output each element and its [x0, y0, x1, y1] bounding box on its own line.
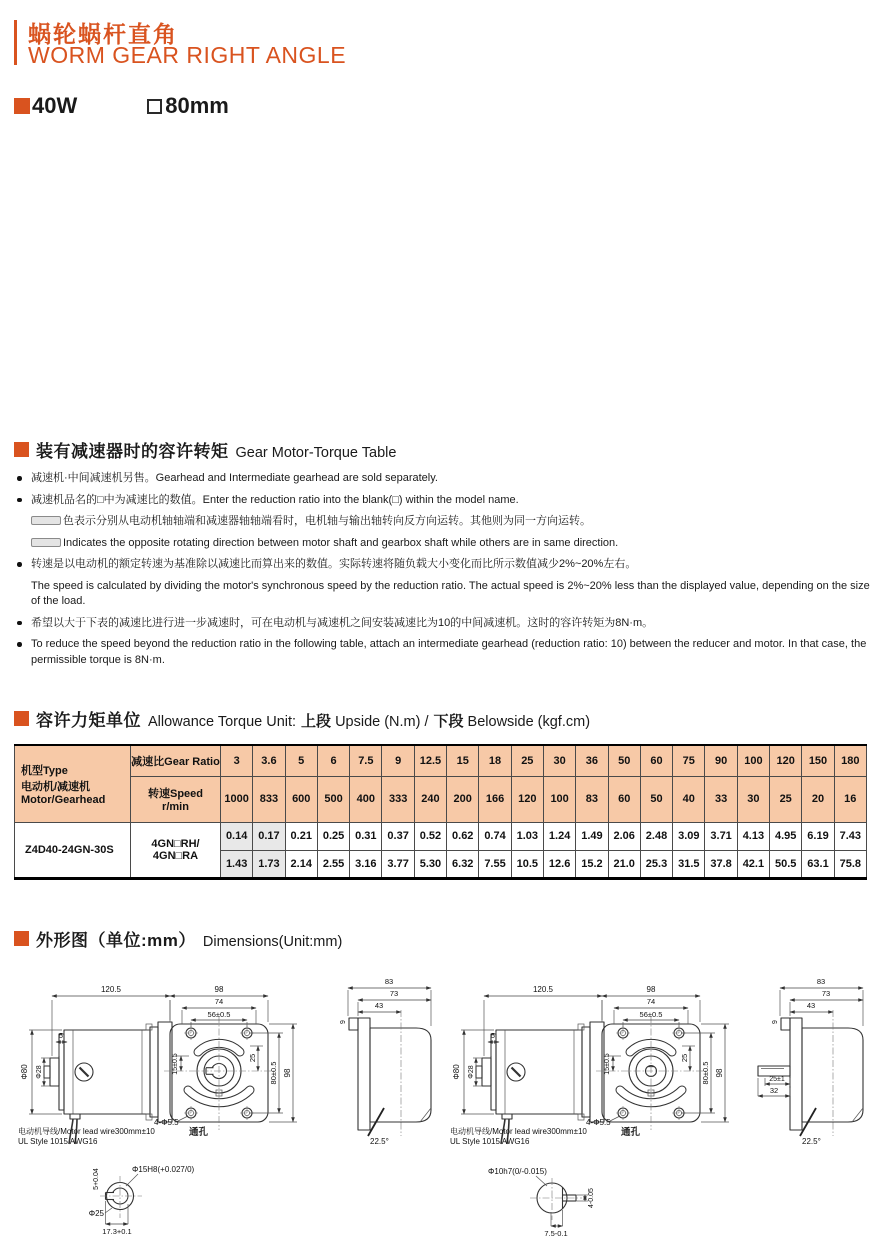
dim-title-en: Dimensions(Unit:mm): [202, 934, 343, 950]
torque-upside-value: 6.19: [802, 822, 834, 850]
spec-row: [14, 93, 229, 119]
torque-upside-value: 0.31: [350, 822, 382, 850]
note-text: 减速机·中间减速机另售。Gearhead and Intermediate gearhead are sold separately.: [31, 472, 438, 484]
dim-boss-dia: Φ28: [36, 1065, 43, 1079]
torque-belowside-value: 2.14: [285, 850, 317, 878]
gear-ratio-value: 90: [705, 745, 737, 776]
dim-9: 9: [772, 1020, 779, 1024]
section-dimensions-header: [14, 926, 342, 951]
torque-upside-value: 2.06: [608, 822, 640, 850]
note-text: To reduce the speed beyond the reduction ratio in the following table, attach an intermediate gearhead (reduction ratio: 10) between the reducer and motor. In that case, the permissible torque is 8N·m.: [31, 638, 867, 666]
lead-wire-spec: UL Style 1015 AWG16: [450, 1137, 530, 1146]
speed-value: 200: [447, 776, 479, 822]
speed-value: 33: [705, 776, 737, 822]
lead-wire-spec: UL Style 1015 AWG16: [18, 1137, 98, 1146]
torque-belowside-value: 3.77: [382, 850, 414, 878]
speed-value: 25: [770, 776, 802, 822]
torque-belowside-value: 1.73: [253, 850, 285, 878]
speed-value: 60: [608, 776, 640, 822]
torque-table: [14, 744, 867, 880]
gear-ratio-value: 15: [447, 745, 479, 776]
torque-upside-value: 1.24: [543, 822, 575, 850]
dim-angle: 22.5°: [802, 1137, 821, 1146]
dim-motor-dia: Φ80: [452, 1064, 461, 1080]
gear-ratio-value: 180: [834, 745, 866, 776]
torque-upside-value: 0.17: [253, 822, 285, 850]
dim-83: 83: [816, 977, 826, 986]
output-shaft: [758, 1066, 790, 1076]
torque-upside-value: 0.25: [317, 822, 349, 850]
speed-value: 833: [253, 776, 285, 822]
torque-belowside-value: 37.8: [705, 850, 737, 878]
gear-ratio-value: 3: [221, 745, 253, 776]
torque-upside-value: 0.14: [221, 822, 253, 850]
note-line: [16, 493, 870, 509]
dim-box-depth: 98: [646, 985, 656, 994]
accent-bar: [14, 20, 17, 65]
power-rating: 40W: [32, 93, 78, 118]
frame-size: 80mm: [165, 93, 229, 118]
torque-upside-value: 0.52: [414, 822, 446, 850]
dim-hole-pitch-x: 56±0.5: [639, 1010, 663, 1019]
torque-upside-value: 3.71: [705, 822, 737, 850]
note-text: 希望以大于下表的减速比进行进一步减速时，可在电动机与减速机之间安装减速比为10的中间减速机。这时的容许转矩为8N·m。: [31, 616, 654, 629]
dim-boss-dia: Φ28: [468, 1065, 475, 1079]
speed-value: 333: [382, 776, 414, 822]
torque-upside-value: 7.43: [834, 822, 866, 850]
gear-ratio-value: 9: [382, 745, 414, 776]
note-line: [16, 637, 870, 668]
gear-ratio-value: 30: [543, 745, 575, 776]
section-square-icon: [14, 442, 29, 457]
torque-belowside-value: 6.32: [447, 850, 479, 878]
speed-value: 50: [640, 776, 672, 822]
torque-upside-value: 4.13: [737, 822, 769, 850]
note-line: [16, 616, 870, 632]
note-text: 转速是以电动机的额定转速为基准除以减速比而算出来的数值。实际转速将随负载大小变化而比所示数值减少2%~20%左右。: [31, 558, 637, 570]
dim-hole-pitch-x: 56±0.5: [207, 1010, 231, 1019]
gear-ratio-value: 5: [285, 745, 317, 776]
torque-belowside-value: 1.43: [221, 850, 253, 878]
unit-down-en: Belowside (kgf.cm): [467, 714, 591, 730]
torque-upside-value: 4.95: [770, 822, 802, 850]
dim-box-depth: 98: [214, 985, 224, 994]
dim-74: 74: [214, 997, 224, 1006]
gear-ratio-value: 25: [511, 745, 543, 776]
dim-total-length: 120.5: [532, 985, 554, 994]
speed-value: 240: [414, 776, 446, 822]
dim-shaft-length: 25±1: [769, 1076, 785, 1083]
dim-key-height: 4-0.05: [588, 1188, 595, 1208]
speed-value: 166: [479, 776, 511, 822]
torque-upside-value: 0.74: [479, 822, 511, 850]
torque-belowside-value: 7.55: [479, 850, 511, 878]
dim-25: 25: [248, 1053, 257, 1063]
dim-74: 74: [646, 997, 656, 1006]
torque-belowside-value: 42.1: [737, 850, 769, 878]
torque-belowside-value: 31.5: [673, 850, 705, 878]
torque-belowside-value: 3.16: [350, 850, 382, 878]
section-square-icon: [14, 711, 29, 726]
model-name: Z4D40-24GN-30S: [15, 822, 131, 878]
speed-value: 100: [543, 776, 575, 822]
torque-upside-value: 1.49: [576, 822, 608, 850]
speed-value: 20: [802, 776, 834, 822]
torque-notes-list: [16, 471, 870, 674]
dim-keyway-width: 17.3+0.1: [102, 1227, 132, 1236]
dim-hole-pitch-y: 80±0.5: [701, 1061, 710, 1085]
gear-ratio-value: 3.6: [253, 745, 285, 776]
unit-down-cn: 下段: [433, 713, 464, 730]
outline-square-icon: [147, 99, 162, 114]
unit-up-cn: 上段: [301, 713, 332, 730]
dim-title-cn: 外形图（单位:mm）: [36, 931, 196, 950]
direction-color-swatch: [31, 538, 61, 547]
note-line: [16, 557, 870, 573]
speed-value: 30: [737, 776, 769, 822]
dim-offset-15: 15±0.5: [172, 1053, 179, 1075]
section-torque-unit-header: [14, 706, 590, 731]
torque-belowside-value: 5.30: [414, 850, 446, 878]
gear-ratio-value: 6: [317, 745, 349, 776]
speed-value: 400: [350, 776, 382, 822]
dim-key-height: 5+0.04: [93, 1168, 100, 1190]
note-line: [16, 514, 870, 530]
gear-ratio-value: 18: [479, 745, 511, 776]
gearhead-names: 4GN□RH/ 4GN□RA: [131, 822, 221, 878]
torque-belowside-value: 25.3: [640, 850, 672, 878]
torque-table-wrap: [14, 744, 867, 880]
header-type: 机型Type 电动机/减速机 Motor/Gearhead: [15, 745, 131, 822]
header-speed: 转速Speed r/min: [131, 776, 221, 822]
lead-wire-label: 电动机导线/Motor lead wire300mm±10: [18, 1127, 155, 1136]
speed-value: 120: [511, 776, 543, 822]
torque-upside-value: 1.03: [511, 822, 543, 850]
section-square-icon: [14, 931, 29, 946]
torque-upside-value: 0.37: [382, 822, 414, 850]
gear-ratio-value: 12.5: [414, 745, 446, 776]
dimension-drawing-solid-shaft: [450, 972, 880, 1249]
unit-prefix-en: Allowance Torque Unit:: [148, 714, 297, 730]
note-text: Indicates the opposite rotating direction between motor shaft and gearbox shaft while others are in same direction.: [63, 536, 619, 549]
speed-value: 16: [834, 776, 866, 822]
dim-box-height: 98: [283, 1068, 292, 1078]
dim-motor-dia: Φ80: [20, 1064, 29, 1080]
torque-belowside-value: 12.6: [543, 850, 575, 878]
speed-value: 40: [673, 776, 705, 822]
dim-angle: 22.5°: [370, 1137, 389, 1146]
section-torque-table-header: [14, 437, 396, 462]
dim-offset-15: 15±0.5: [604, 1053, 611, 1075]
note-text: 色表示分别从电动机轴轴端和减速器轴轴端看时，电机轴与输出轴转向反方向运转。其他则为同一方向运转。: [63, 515, 591, 527]
through-hole-label: 通孔: [621, 1127, 641, 1138]
unit-up-en: Upside (N.m) /: [335, 714, 429, 730]
gear-ratio-value: 50: [608, 745, 640, 776]
dim-box-height: 98: [715, 1068, 724, 1078]
dim-bore: Φ15H8(+0.027/0): [132, 1165, 195, 1174]
unit-title-cn: 容许力矩单位: [36, 711, 141, 730]
dim-25: 25: [680, 1053, 689, 1063]
gear-ratio-value: 60: [640, 745, 672, 776]
dim-total-length: 120.5: [100, 985, 122, 994]
speed-value: 1000: [221, 776, 253, 822]
dim-43: 43: [374, 1001, 384, 1010]
lead-wire-label: 电动机导线/Motor lead wire300mm±10: [450, 1127, 587, 1136]
gear-ratio-value: 75: [673, 745, 705, 776]
gear-ratio-value: 150: [802, 745, 834, 776]
torque-upside-value: 0.62: [447, 822, 479, 850]
note-line: [16, 579, 870, 610]
speed-value: 83: [576, 776, 608, 822]
dim-shaft-dia: Φ10h7(0/-0.015): [488, 1167, 547, 1176]
dim-9: 9: [340, 1020, 347, 1024]
dim-key-flat: 7.5-0.1: [544, 1229, 568, 1238]
direction-color-swatch: [31, 516, 61, 525]
gear-ratio-value: 120: [770, 745, 802, 776]
dimension-drawing-hollow-shaft: [18, 972, 448, 1249]
note-text: The speed is calculated by dividing the motor's synchronous speed by the reduction ratio. The actual speed is 2%~20% less than the displayed value, depending on the size of the load.: [31, 579, 870, 607]
filled-square-icon: [14, 98, 30, 114]
speed-value: 500: [317, 776, 349, 822]
dim-step: 5: [59, 1033, 63, 1040]
torque-belowside-value: 2.55: [317, 850, 349, 878]
dim-43: 43: [806, 1001, 816, 1010]
note-text: 减速机品名的□中为减速比的数值。Enter the reduction ratio into the blank(□) within the model name.: [31, 493, 519, 506]
through-hole-label: 通孔: [189, 1127, 209, 1138]
speed-value: 600: [285, 776, 317, 822]
gear-ratio-value: 36: [576, 745, 608, 776]
torque-upside-value: 2.48: [640, 822, 672, 850]
note-line: [16, 536, 870, 552]
torque-upside-value: 0.21: [285, 822, 317, 850]
section-title-cn: 装有减速器时的容许转矩: [36, 442, 229, 461]
dim-83: 83: [384, 977, 394, 986]
torque-belowside-value: 10.5: [511, 850, 543, 878]
dim-73: 73: [821, 989, 831, 998]
torque-belowside-value: 15.2: [576, 850, 608, 878]
torque-belowside-value: 75.8: [834, 850, 866, 878]
dim-bore-outer: Φ25: [88, 1209, 104, 1218]
torque-upside-value: 3.09: [673, 822, 705, 850]
header-gear-ratio: 减速比Gear Ratio: [131, 745, 221, 776]
page-title-en: WORM GEAR RIGHT ANGLE: [28, 42, 347, 68]
dim-hole-pitch-y: 80±0.5: [269, 1061, 278, 1085]
dim-holes: 4-Φ5.5: [154, 1118, 179, 1127]
gear-ratio-value: 7.5: [350, 745, 382, 776]
gear-ratio-value: 100: [737, 745, 769, 776]
note-line: [16, 471, 870, 487]
torque-belowside-value: 63.1: [802, 850, 834, 878]
dim-73: 73: [389, 989, 399, 998]
dim-holes: 4-Φ5.5: [586, 1118, 611, 1127]
section-title-en: Gear Motor-Torque Table: [235, 445, 397, 461]
page-title-cn: 蜗轮蜗杆直角: [28, 21, 178, 47]
torque-belowside-value: 21.0: [608, 850, 640, 878]
dim-shaft-total: 32: [769, 1086, 779, 1095]
torque-belowside-value: 50.5: [770, 850, 802, 878]
dim-step: 5: [491, 1033, 495, 1040]
